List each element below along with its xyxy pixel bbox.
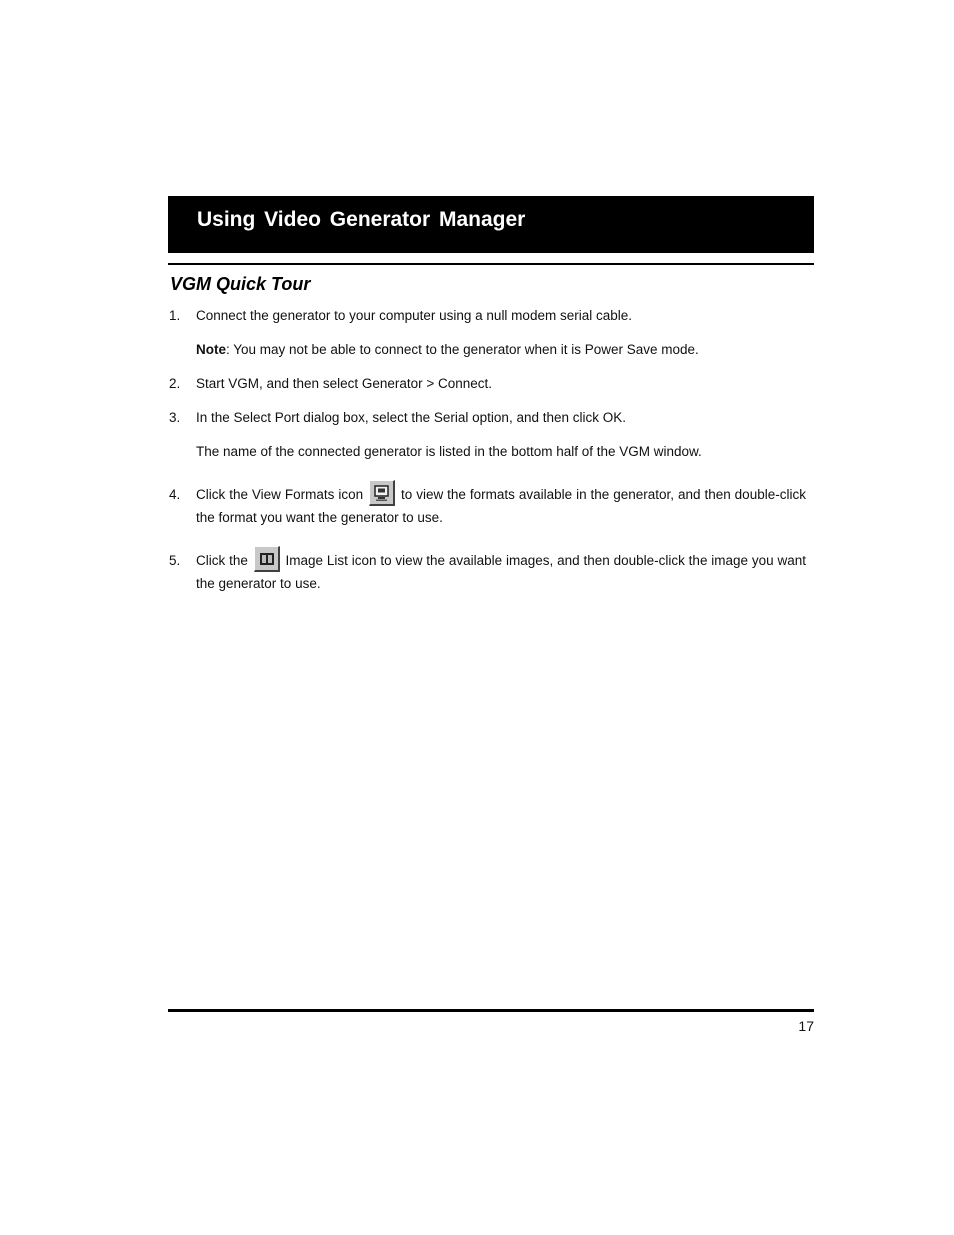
- step-3-followup: The name of the connected generator is listed in the bottom half of the VGM window.: [196, 444, 702, 459]
- chapter-title: Using Video Generator Manager: [197, 208, 526, 231]
- note-label: Note: [196, 342, 226, 357]
- note-text: : You may not be able to connect to the generator when it is Power Save mode.: [226, 342, 699, 357]
- chapter-header-bar: [168, 196, 814, 253]
- step-1-note: [196, 338, 699, 361]
- step-4-text-after: to view the formats available in the generator, and then double-click the format you want the generator to use.: [196, 487, 806, 526]
- image-list-icon: [254, 546, 280, 572]
- step-4-text-before: Click the View Formats icon: [196, 487, 364, 502]
- step-5-text-before: Click the: [196, 553, 248, 568]
- footer-rule: [168, 1009, 814, 1012]
- header-rule: [168, 263, 814, 265]
- step-1-text: Connect the generator to your computer using a null modem serial cable.: [196, 308, 632, 323]
- step-5-text-after: Image List icon to view the available images, and then double-click the image you want the generator to use.: [196, 553, 807, 592]
- view-formats-icon: [369, 480, 395, 506]
- step-4-number: 4.: [169, 487, 181, 502]
- step-3-text: In the Select Port dialog box, select the Serial option, and then click OK.: [196, 410, 626, 425]
- step-2-number: 2.: [169, 376, 181, 391]
- step-4-text: [196, 483, 806, 529]
- step-5-number: 5.: [169, 553, 181, 568]
- section-title: VGM Quick Tour: [170, 274, 311, 294]
- page-number: 17: [798, 1018, 814, 1034]
- step-1-number: 1.: [169, 308, 181, 323]
- step-2-text: Start VGM, and then select Generator > Connect.: [196, 376, 493, 391]
- step-3-number: 3.: [169, 410, 181, 425]
- step-5-text: [196, 549, 806, 595]
